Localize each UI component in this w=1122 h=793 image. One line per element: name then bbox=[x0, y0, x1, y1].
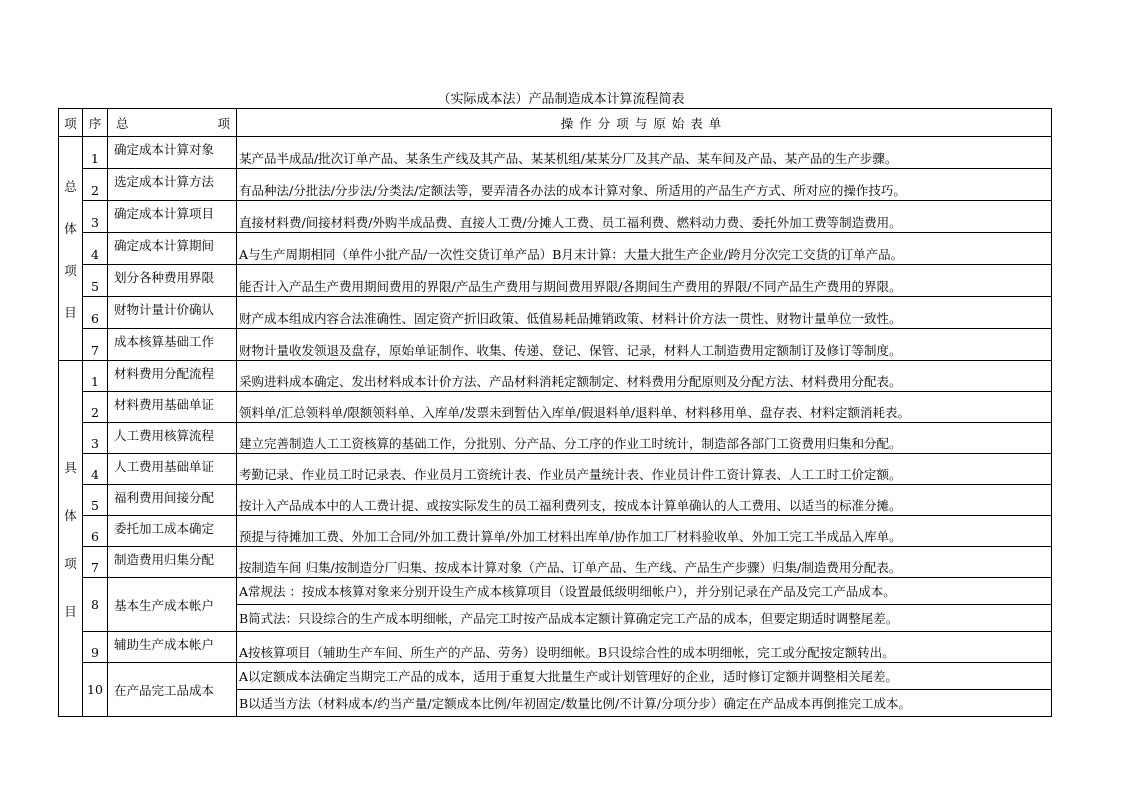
row-description: 建立完善制造人工工资核算的基础工作，分批别、分产品、分工序的作业工时统计，制造部各部门工资费用归集和分配。 bbox=[237, 423, 1052, 454]
group-label-char: 具 bbox=[64, 459, 77, 475]
row-seq: 10 bbox=[83, 663, 108, 717]
group-label-char: 体 bbox=[64, 507, 77, 523]
table-header-row bbox=[59, 109, 1052, 137]
row-description: B以适当方法（材料成本/约当产量/定额成本比例/年初固定/数量比例/不计算/分项分步）确定在产品成本再倒推完工成本。 bbox=[237, 690, 1052, 717]
table-row bbox=[59, 233, 1052, 265]
group-label-chars bbox=[59, 458, 82, 620]
group-label-chars bbox=[59, 177, 82, 321]
header-total-right: 项 bbox=[217, 115, 230, 131]
row-item-name: 在产品完工品成本 bbox=[108, 663, 237, 717]
table-row bbox=[59, 454, 1052, 485]
group-label-char: 项 bbox=[64, 555, 77, 571]
table-row bbox=[59, 297, 1052, 329]
row-item-name: 委托加工成本确定 bbox=[108, 516, 237, 547]
header-total-item bbox=[108, 109, 237, 137]
row-description: 直接材料费/间接材料费/外购半成品费、直接人工费/分摊人工费、员工福利费、燃料动力费、委托外加工费等制造费用。 bbox=[237, 201, 1052, 233]
row-item-name: 材料费用分配流程 bbox=[108, 361, 237, 392]
table-row bbox=[59, 201, 1052, 233]
row-seq: 6 bbox=[83, 516, 108, 547]
group-label bbox=[59, 137, 83, 361]
table-row bbox=[59, 663, 1052, 690]
table-row bbox=[59, 632, 1052, 663]
group-label-char: 体 bbox=[64, 220, 77, 236]
row-description: 按制造车间 归集/按制造分厂归集、按成本计算对象（产品、订单产品、生产线、产品生产步骤）归集/制造费用分配表。 bbox=[237, 547, 1052, 578]
row-item-name: 选定成本计算方法 bbox=[108, 169, 237, 201]
header-seq: 序 bbox=[83, 109, 108, 137]
row-description: 能否计入产品生产费用期间费用的界限/产品生产费用与期间费用界限/各期间生产费用的界限/不同产品生产费用的界限。 bbox=[237, 265, 1052, 297]
row-seq: 4 bbox=[83, 233, 108, 265]
table-row bbox=[59, 169, 1052, 201]
row-description: 财物计量收发领退及盘存，原始单证制作、收集、传递、登记、保管、记录，材料人工制造费用定额制订及修订等制度。 bbox=[237, 329, 1052, 361]
row-description: A与生产周期相同（单件小批产品/一次性交货订单产品）B月末计算：大量大批生产企业/跨月分次完工交货的订单产品。 bbox=[237, 233, 1052, 265]
row-item-name: 成本核算基础工作 bbox=[108, 329, 237, 361]
table-row bbox=[59, 361, 1052, 392]
row-seq: 2 bbox=[83, 169, 108, 201]
header-total-left: 总 bbox=[116, 115, 129, 131]
row-item-name: 制造费用归集分配 bbox=[108, 547, 237, 578]
row-seq: 6 bbox=[83, 297, 108, 329]
row-item-name: 辅助生产成本帐户 bbox=[108, 632, 237, 663]
row-description: 财产成本组成内容合法准确性、固定资产折旧政策、低值易耗品摊销政策、材料计价方法一贯性、财物计量单位一致性。 bbox=[237, 297, 1052, 329]
table-row bbox=[59, 423, 1052, 454]
table-row bbox=[59, 137, 1052, 169]
row-item-name: 基本生产成本帐户 bbox=[108, 578, 237, 632]
group-label-char: 目 bbox=[64, 304, 77, 320]
group-label bbox=[59, 361, 83, 717]
row-description: 采购进料成本确定、发出材料成本计价方法、产品材料消耗定额制定、材料费用分配原则及分配方法、材料费用分配表。 bbox=[237, 361, 1052, 392]
row-description: 考勤记录、作业员工时记录表、作业员月工资统计表、作业员产量统计表、作业员计件工资计算表、人工工时工价定额。 bbox=[237, 454, 1052, 485]
row-item-name: 划分各种费用界限 bbox=[108, 265, 237, 297]
row-item-name: 确定成本计算项目 bbox=[108, 201, 237, 233]
row-seq: 2 bbox=[83, 392, 108, 423]
row-item-name: 确定成本计算对象 bbox=[108, 137, 237, 169]
row-description: A以定额成本法确定当期完工产品的成本，适用于重复大批量生产或计划管理好的企业，适时修订定额并调整相关尾差。 bbox=[237, 663, 1052, 690]
row-item-name: 福利费用间接分配 bbox=[108, 485, 237, 516]
row-seq: 9 bbox=[83, 632, 108, 663]
cost-flow-table bbox=[58, 108, 1052, 717]
row-item-name: 确定成本计算期间 bbox=[108, 233, 237, 265]
row-item-name: 人工费用核算流程 bbox=[108, 423, 237, 454]
group-label-char: 目 bbox=[64, 603, 77, 619]
row-description: 领料单/汇总领料单/限额领料单、入库单/发票未到暂估入库单/假退料单/退料单、材料移用单、盘存表、材料定额消耗表。 bbox=[237, 392, 1052, 423]
row-description: A按核算项目（辅助生产车间、所生产的产品、劳务）设明细帐。B只设综合性的成本明细帐，完工或分配按定额转出。 bbox=[237, 632, 1052, 663]
table-row bbox=[59, 516, 1052, 547]
header-ops: 操作分项与原始表单 bbox=[237, 109, 1052, 137]
row-seq: 3 bbox=[83, 201, 108, 233]
row-item-name: 财物计量计价确认 bbox=[108, 297, 237, 329]
row-description: 有品种法/分批法/分步法/分类法/定额法等，要弄清各办法的成本计算对象、所适用的产品生产方式、所对应的操作技巧。 bbox=[237, 169, 1052, 201]
header-category: 项 bbox=[59, 109, 83, 137]
row-item-name: 材料费用基础单证 bbox=[108, 392, 237, 423]
row-description: 预提与待摊加工费、外加工合同/外加工费计算单/外加工材料出库单/协作加工厂材料验收单、外加工完工半成品入库单。 bbox=[237, 516, 1052, 547]
table-row bbox=[59, 392, 1052, 423]
group-label-char: 项 bbox=[64, 262, 77, 278]
page-title: （实际成本法）产品制造成本计算流程简表 bbox=[437, 92, 685, 107]
row-seq: 4 bbox=[83, 454, 108, 485]
row-seq: 7 bbox=[83, 329, 108, 361]
group-label-char: 总 bbox=[64, 178, 77, 194]
row-description: A常规法 ：按成本核算对象来分别开设生产成本核算项目（设置最低级明细帐户），并分别记录在产品及完工产品成本。 bbox=[237, 578, 1052, 605]
row-description: B简式法：只设综合的生产成本明细帐，产品完工时按产品成本定额计算确定完工产品的成本，但要定期适时调整尾差。 bbox=[237, 605, 1052, 632]
row-seq: 8 bbox=[83, 578, 108, 632]
table-row bbox=[59, 265, 1052, 297]
row-description: 某产品半成品/批次订单产品、某条生产线及其产品、某某机组/某某分厂及其产品、某车间及产品、某产品的生产步骤。 bbox=[237, 137, 1052, 169]
row-description: 按计入产品成本中的人工费计提、或按实际发生的员工福利费列支，按成本计算单确认的人工费用、以适当的标准分摊。 bbox=[237, 485, 1052, 516]
table-row bbox=[59, 485, 1052, 516]
table-row bbox=[59, 547, 1052, 578]
table-row bbox=[59, 329, 1052, 361]
row-seq: 3 bbox=[83, 423, 108, 454]
row-seq: 5 bbox=[83, 265, 108, 297]
row-seq: 7 bbox=[83, 547, 108, 578]
row-seq: 1 bbox=[83, 361, 108, 392]
table-row bbox=[59, 578, 1052, 605]
row-seq: 1 bbox=[83, 137, 108, 169]
row-seq: 5 bbox=[83, 485, 108, 516]
row-item-name: 人工费用基础单证 bbox=[108, 454, 237, 485]
